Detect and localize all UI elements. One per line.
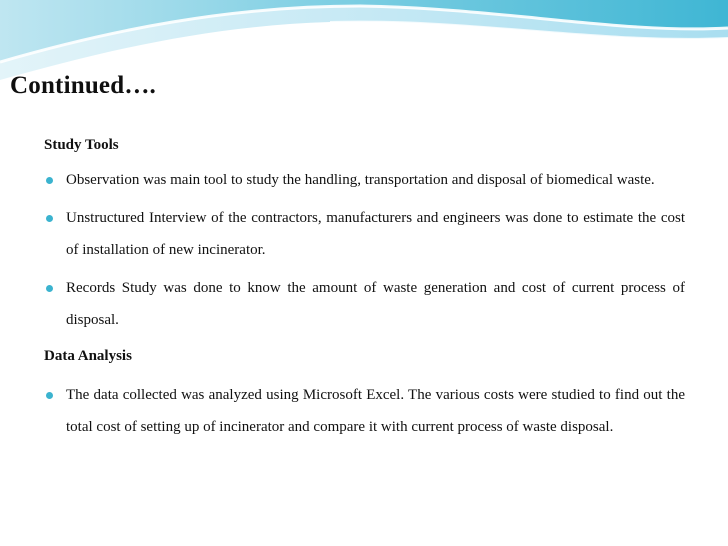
bullet-records-study: [44, 272, 685, 336]
bullet-text: Records Study was done to know the amount of waste generation and cost of current process of disposal.: [66, 280, 685, 328]
bullet-text: Unstructured Interview of the contractors, manufacturers and engineers was done to estimate the cost of installation of new incinerator.: [66, 210, 685, 258]
bullet-observation: [44, 164, 685, 196]
bullet-unstructured-interview: [44, 202, 685, 266]
bullet-dot-icon: [46, 215, 53, 222]
bullet-dot-icon: [46, 177, 53, 184]
slide-content: [44, 131, 685, 443]
bullet-data-collected: [44, 379, 685, 443]
bullet-text: Observation was main tool to study the handling, transportation and disposal of biomedical waste.: [66, 172, 655, 188]
bullet-dot-icon: [46, 392, 53, 399]
bullet-text: The data collected was analyzed using Microsoft Excel. The various costs were studied to find out the total cost of setting up of incinerator and compare it with current process of waste disposal.: [66, 387, 685, 435]
section-heading-data-analysis: Data Analysis: [44, 348, 132, 364]
section-heading-study-tools: Study Tools: [44, 137, 119, 153]
slide-title: Continued….: [10, 72, 156, 99]
bullet-dot-icon: [46, 285, 53, 292]
